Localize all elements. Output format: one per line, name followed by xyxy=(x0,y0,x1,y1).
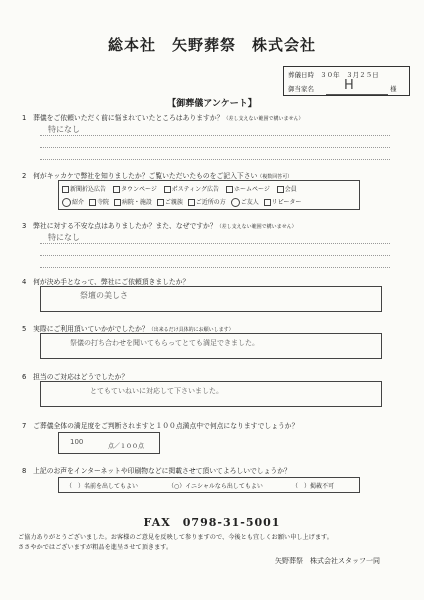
question-number: 8 xyxy=(22,467,27,475)
q8-option-name[interactable]: （ ）名前を出してもよい xyxy=(66,483,139,490)
answer-5: 祭儀の打ち合わせを聞いてもらってとても満足できました。 xyxy=(70,339,259,347)
question-note: （複数回答可） xyxy=(257,174,293,180)
option-label: ご友人 xyxy=(240,199,259,206)
option-label: ご近所の方 xyxy=(195,199,226,206)
question-number: 5 xyxy=(22,325,27,333)
closing-line-2: ささやかではございますが粗品を進呈させて頂きます。 xyxy=(18,544,173,551)
option-repeater[interactable] xyxy=(264,199,302,206)
answer-4: 祭壇の美しさ xyxy=(80,291,128,300)
answer-line xyxy=(40,243,390,244)
answer-6: とてもていねいに対応して下さいました。 xyxy=(90,387,223,395)
checkbox-icon xyxy=(277,186,284,193)
answer-line xyxy=(40,255,390,256)
fax-number: FAX 0798-31-5001 xyxy=(143,516,281,529)
question-note: （差し支えない範囲で構いません） xyxy=(223,116,304,122)
q8-option-initials[interactable]: （○）イニシャルなら出してもよい xyxy=(168,483,263,490)
score-unit: 点／１００点 xyxy=(108,443,145,450)
question-text: 弊社に対する不安な点はありましたか？また、なぜですか？ xyxy=(33,222,217,230)
checkbox-icon xyxy=(114,199,121,206)
option-label: タウンページ xyxy=(120,186,157,193)
question-4 xyxy=(22,276,189,286)
answer-line xyxy=(40,135,390,136)
question-text: 担当のご対応はどうでしたか？ xyxy=(33,373,129,381)
option-label: ポスティング広告 xyxy=(171,186,220,193)
form-title: 【御葬儀アンケート】 xyxy=(167,99,257,109)
answer-line xyxy=(40,159,390,160)
option-label: 寺院 xyxy=(96,199,109,206)
checkbox-icon xyxy=(164,186,171,193)
q2-options-row-2 xyxy=(62,197,301,207)
question-5 xyxy=(22,323,234,333)
checkbox-icon xyxy=(157,199,164,206)
honorific: 様 xyxy=(390,85,397,93)
question-2 xyxy=(22,170,292,180)
option-label: 紹介 xyxy=(72,199,85,206)
checkbox-icon xyxy=(226,186,233,193)
answer-1: 特になし xyxy=(48,125,80,134)
circle-mark-icon xyxy=(231,198,240,207)
question-6 xyxy=(22,371,128,381)
date-value: ３０年 ３月２５日 xyxy=(320,71,379,79)
question-text: 上記のお声をインターネットや印刷物などに掲載させて頂いてよろしいでしょうか？ xyxy=(33,467,291,475)
option-label: 会員 xyxy=(284,186,297,193)
checkbox-icon xyxy=(62,186,69,193)
answer-line xyxy=(40,147,390,148)
signature: 矢野葬祭 株式会社スタッフ一同 xyxy=(275,557,380,565)
score-value: 100 xyxy=(70,438,84,446)
option-member[interactable] xyxy=(277,186,297,193)
option-label: 名前を出してもよい xyxy=(84,483,139,490)
answer-line xyxy=(40,267,390,268)
question-number: 2 xyxy=(22,172,27,180)
option-hospital[interactable] xyxy=(114,199,152,206)
q8-option-none[interactable]: （ ）掲載不可 xyxy=(292,483,335,490)
checkbox-icon xyxy=(188,199,195,206)
question-3 xyxy=(22,220,297,230)
company-title: 総本社 矢野葬祭 株式会社 xyxy=(107,36,316,54)
question-7 xyxy=(22,420,298,430)
question-number: 7 xyxy=(22,422,27,430)
option-townpage[interactable] xyxy=(113,186,157,193)
question-text: 何がキッカケで弊社を知りましたか？ご覧いただいたものをご記入下さい xyxy=(33,172,258,180)
option-label: 掲載不可 xyxy=(310,483,335,490)
question-8 xyxy=(22,465,291,475)
option-label: ホームページ xyxy=(233,186,270,193)
answer-3: 特になし xyxy=(48,233,80,242)
question-note: （差し支えない範囲で構いません） xyxy=(216,224,297,230)
question-text: ご葬儀全体の満足度をご判断されますと１００点満点中で何点になりますでしょうか？ xyxy=(33,422,299,430)
option-posting[interactable] xyxy=(164,186,219,193)
info-box xyxy=(283,66,410,96)
circle-mark-icon xyxy=(62,198,71,207)
option-newspaper[interactable] xyxy=(62,186,106,193)
question-text: 実際にご利用頂いていかがでしたか？ xyxy=(33,325,149,333)
option-label: 新聞折込広告 xyxy=(70,186,107,193)
checkbox-icon xyxy=(89,199,96,206)
option-referral[interactable] xyxy=(62,199,84,206)
checkbox-icon xyxy=(264,199,271,206)
name-underline xyxy=(326,94,388,95)
family-name-value: H xyxy=(344,78,354,93)
option-homepage[interactable] xyxy=(226,186,270,193)
date-label: 葬儀日時 xyxy=(288,71,314,79)
staff-label: 御当家名 xyxy=(288,85,314,93)
q2-options-row-1 xyxy=(62,184,297,193)
checkbox-icon xyxy=(113,186,120,193)
question-note: （出来るだけ具体的にお願いします） xyxy=(148,327,234,333)
date-row xyxy=(288,70,379,79)
closing-line-1: ご協力ありがとうございました。お客様のご意見を反映して参りますので、今後とも宜しくお願い申し上げます。 xyxy=(18,534,333,541)
option-label: 病院・施設 xyxy=(121,199,152,206)
option-relatives[interactable] xyxy=(157,199,183,206)
option-label: ご親族 xyxy=(164,199,183,206)
option-label: イニシャルなら出してもよい xyxy=(185,483,263,490)
option-temple[interactable] xyxy=(89,199,109,206)
option-neighbors[interactable] xyxy=(188,199,226,206)
option-friend[interactable] xyxy=(231,199,259,206)
option-label: リピーター xyxy=(271,199,302,206)
question-text: 葬儀をご依頼いただく前に悩まれていたところはありますか？ xyxy=(33,114,224,122)
question-number: 6 xyxy=(22,373,27,381)
question-number: 3 xyxy=(22,222,27,230)
question-text: 何が決め手となって、弊社にご依頼頂きましたか？ xyxy=(33,278,190,286)
question-1 xyxy=(22,112,303,122)
question-number: 4 xyxy=(22,278,27,286)
question-number: 1 xyxy=(22,114,27,122)
